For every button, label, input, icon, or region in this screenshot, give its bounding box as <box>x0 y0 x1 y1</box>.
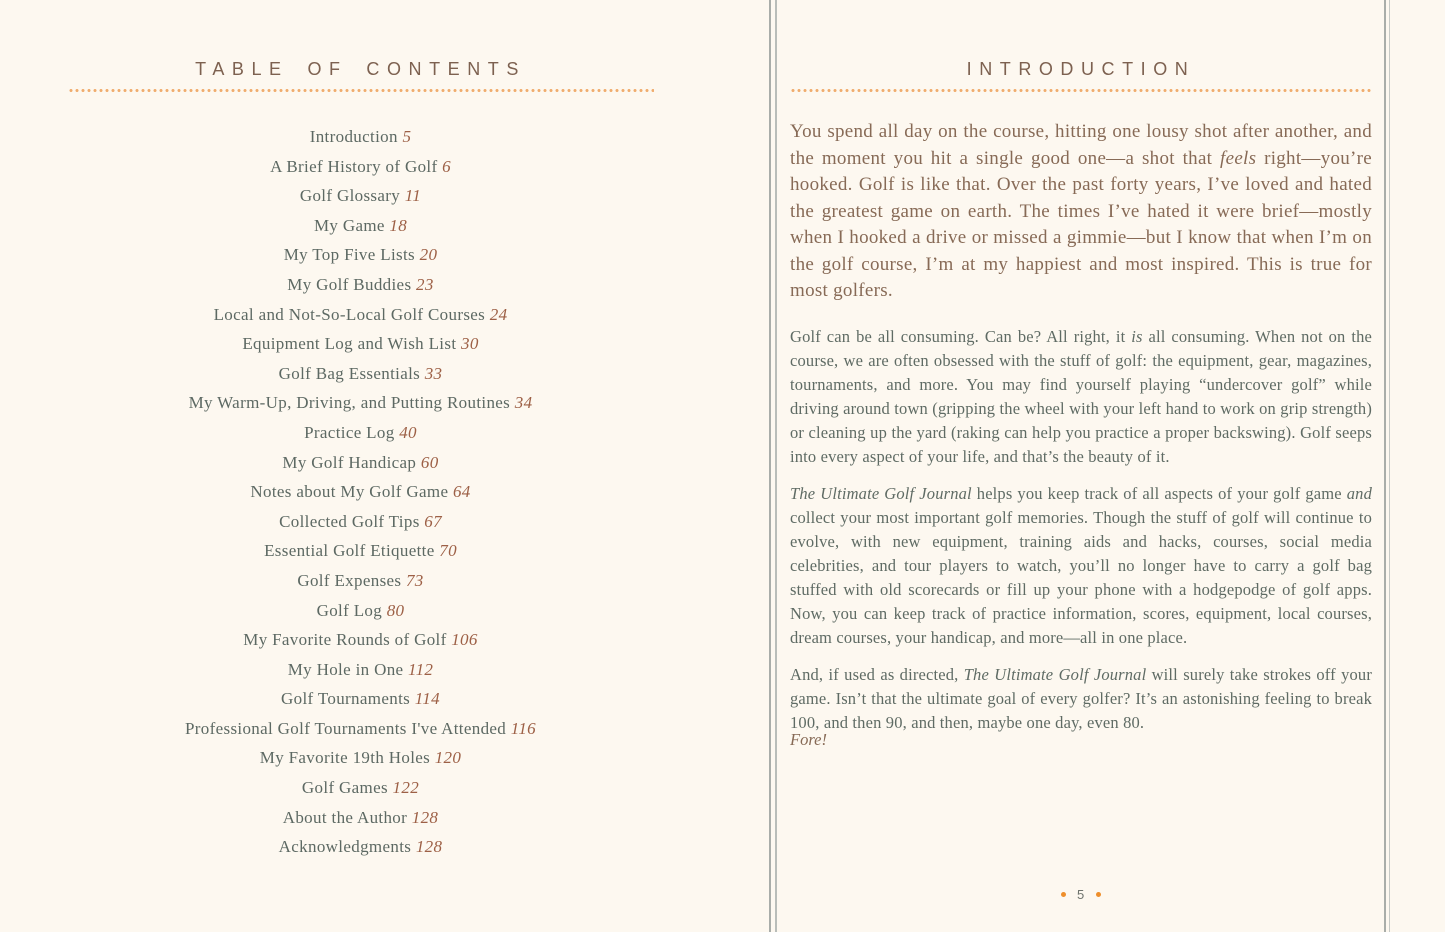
toc-entry <box>68 418 653 448</box>
toc-entry-page-number: 128 <box>415 837 443 857</box>
toc-entry-page-number: 70 <box>439 541 457 561</box>
footer-dot-right <box>1096 892 1101 897</box>
toc-entry <box>68 655 653 685</box>
toc-entry <box>68 388 653 418</box>
toc-entry-label: Golf Glossary <box>299 186 401 206</box>
intro-paragraph-2 <box>790 325 1372 469</box>
page-edge-rule <box>1384 0 1390 932</box>
text-run: Golf can be all consuming. Can be? All right, it <box>790 326 1132 346</box>
toc-entry-page-number: 106 <box>451 630 478 650</box>
toc-entry-label: Golf Bag Essentials <box>278 363 421 383</box>
toc-entry-label: Practice Log <box>304 422 395 442</box>
italic-text-run: is <box>1131 326 1143 346</box>
toc-entry-page-number: 80 <box>386 600 405 620</box>
introduction-page <box>777 0 1385 932</box>
toc-entry-label: My Warm-Up, Driving, and Putting Routines <box>188 393 511 413</box>
toc-entry-page-number: 116 <box>510 718 537 738</box>
toc-entry-label: Notes about My Golf Game <box>250 482 449 502</box>
toc-entry-page-number: 11 <box>404 186 422 206</box>
toc-entry-page-number: 73 <box>405 570 424 590</box>
toc-entry-page-number: 60 <box>420 452 439 472</box>
toc-entry-label: Equipment Log and Wish List <box>242 334 457 354</box>
toc-entry-page-number: 24 <box>489 304 508 324</box>
toc-entry-label: My Golf Handicap <box>282 452 417 472</box>
toc-entry <box>68 477 653 507</box>
toc-entry <box>68 803 653 833</box>
toc-entry-label: Acknowledgments <box>278 837 412 857</box>
introduction-body <box>790 119 1372 748</box>
toc-entry-label: A Brief History of Golf <box>270 156 438 176</box>
introduction-dotted-divider <box>790 88 1372 93</box>
toc-entry <box>68 507 653 537</box>
text-run: helps you keep track of all aspects of your golf game <box>971 483 1347 503</box>
toc-entry-page-number: 30 <box>460 334 479 354</box>
toc-entry-page-number: 20 <box>419 245 438 265</box>
toc-entry-label: Golf Log <box>316 600 383 620</box>
toc-entry <box>68 359 653 389</box>
toc-entry-label: Professional Golf Tournaments I've Attended <box>184 718 507 738</box>
toc-entry <box>68 773 653 803</box>
text-run: You spend all day on the course, hitting one lousy shot after another, and the moment you hit a single good one—a shot that <box>790 121 1372 169</box>
toc-list <box>68 122 653 862</box>
toc-title: TABLE OF CONTENTS <box>195 59 526 79</box>
toc-entry-label: My Favorite Rounds of Golf <box>243 630 447 650</box>
toc-entry <box>68 300 653 330</box>
toc-entry-page-number: 128 <box>411 807 439 827</box>
toc-entry <box>68 240 653 270</box>
toc-entry-label: Essential Golf Etiquette <box>264 541 435 561</box>
text-run: all consuming. When not on the course, we are often obsessed with the stuff of golf: the equipment, gear, magazines, tournaments, and more. You may find yourself playing “undercover golf” while driving around town (gripping the wheel with your left hand to work on grip strength) or cleaning up the yard (raking can help you practice a proper backswing). Golf seeps into every aspect of your life, and that’s the beauty of it. <box>790 326 1372 466</box>
intro-lead-paragraph <box>790 119 1372 305</box>
toc-entry-label: Golf Expenses <box>297 570 402 590</box>
toc-entry-page-number: 23 <box>416 274 434 294</box>
page-number: 5 <box>1077 886 1085 902</box>
toc-dotted-divider <box>68 88 654 93</box>
footer-dot-left <box>1061 892 1066 897</box>
toc-entry <box>68 329 653 359</box>
page-gutter-rule <box>769 0 777 932</box>
toc-entry-label: Golf Games <box>301 778 388 798</box>
toc-entry <box>68 122 653 152</box>
text-run: And, if used as directed, <box>790 664 964 684</box>
toc-entry <box>68 625 653 655</box>
toc-entry <box>68 211 653 241</box>
toc-entry-page-number: 5 <box>402 127 412 146</box>
toc-entry-page-number: 114 <box>414 689 440 709</box>
toc-entry-label: Introduction <box>309 127 398 146</box>
toc-entry-page-number: 67 <box>424 511 442 531</box>
text-run: right—you’re hooked. Golf is like that. Over the past forty years, I’ve loved and hated the greatest game on earth. The times I’ve hated it were brief—mostly when I hooked a drive or missed a gimmie—but I know that when I’m on the golf course, I’m at my happiest and most inspired. This is true for most golfers. <box>790 147 1372 301</box>
toc-entry-page-number: 112 <box>408 659 434 679</box>
toc-entry <box>68 684 653 714</box>
text-run: collect your most important golf memories. Though the stuff of golf will continue to evolve, with new equipment, training aids and hacks, courses, social media celebrities, and tour players to watch, you’ll no longer have to carry a golf bag stuffed with old scorecards or fill up your phone with a hodgepodge of golf apps. Now, you can keep track of practice information, scores, equipment, local courses, dream courses, your handicap, and more—all in one place. <box>790 507 1372 647</box>
toc-entry-label: My Hole in One <box>287 659 404 679</box>
signoff-text: Fore! <box>790 730 827 749</box>
toc-entry-page-number: 6 <box>442 156 451 176</box>
toc-entry <box>68 832 653 862</box>
toc-entry-page-number: 34 <box>514 393 533 413</box>
toc-entry-page-number: 33 <box>424 363 443 383</box>
toc-entry <box>68 448 653 478</box>
toc-entry-label: My Favorite 19th Holes <box>259 748 431 768</box>
toc-entry <box>68 714 653 744</box>
text-run: will surely take strokes off your game. Isn’t that the ultimate goal of every golfer? It’s an astonishing feeling to break 100, and then 90, and then, maybe one day, even 80. <box>790 664 1372 732</box>
page-footer <box>790 885 1372 903</box>
toc-entry-page-number: 18 <box>389 215 408 235</box>
toc-entry <box>68 596 653 626</box>
toc-entry-label: About the Author <box>282 807 408 827</box>
toc-entry-page-number: 122 <box>392 778 420 798</box>
italic-text-run: and <box>1346 483 1372 503</box>
toc-entry <box>68 270 653 300</box>
toc-entry-label: Local and Not-So-Local Golf Courses <box>213 304 486 324</box>
toc-entry-page-number: 120 <box>434 748 462 768</box>
italic-text-run: The Ultimate Golf Journal <box>963 664 1147 684</box>
toc-entry-label: Collected Golf Tips <box>279 511 420 531</box>
italic-text-run: The Ultimate Golf Journal <box>790 483 972 503</box>
toc-entry <box>68 152 653 182</box>
introduction-title: INTRODUCTION <box>966 59 1196 79</box>
intro-paragraph-4 <box>790 663 1372 735</box>
toc-entry <box>68 181 653 211</box>
toc-entry-page-number: 64 <box>452 482 471 502</box>
toc-entry-page-number: 40 <box>399 422 417 442</box>
toc-entry <box>68 566 653 596</box>
toc-entry-label: My Game <box>313 215 385 235</box>
toc-entry-label: My Top Five Lists <box>283 245 416 265</box>
toc-entry <box>68 536 653 566</box>
toc-entry-label: Golf Tournaments <box>281 689 411 709</box>
toc-entry <box>68 743 653 773</box>
italic-text-run: feels <box>1220 147 1257 169</box>
toc-entry-label: My Golf Buddies <box>287 274 412 294</box>
intro-paragraph-3 <box>790 482 1372 650</box>
